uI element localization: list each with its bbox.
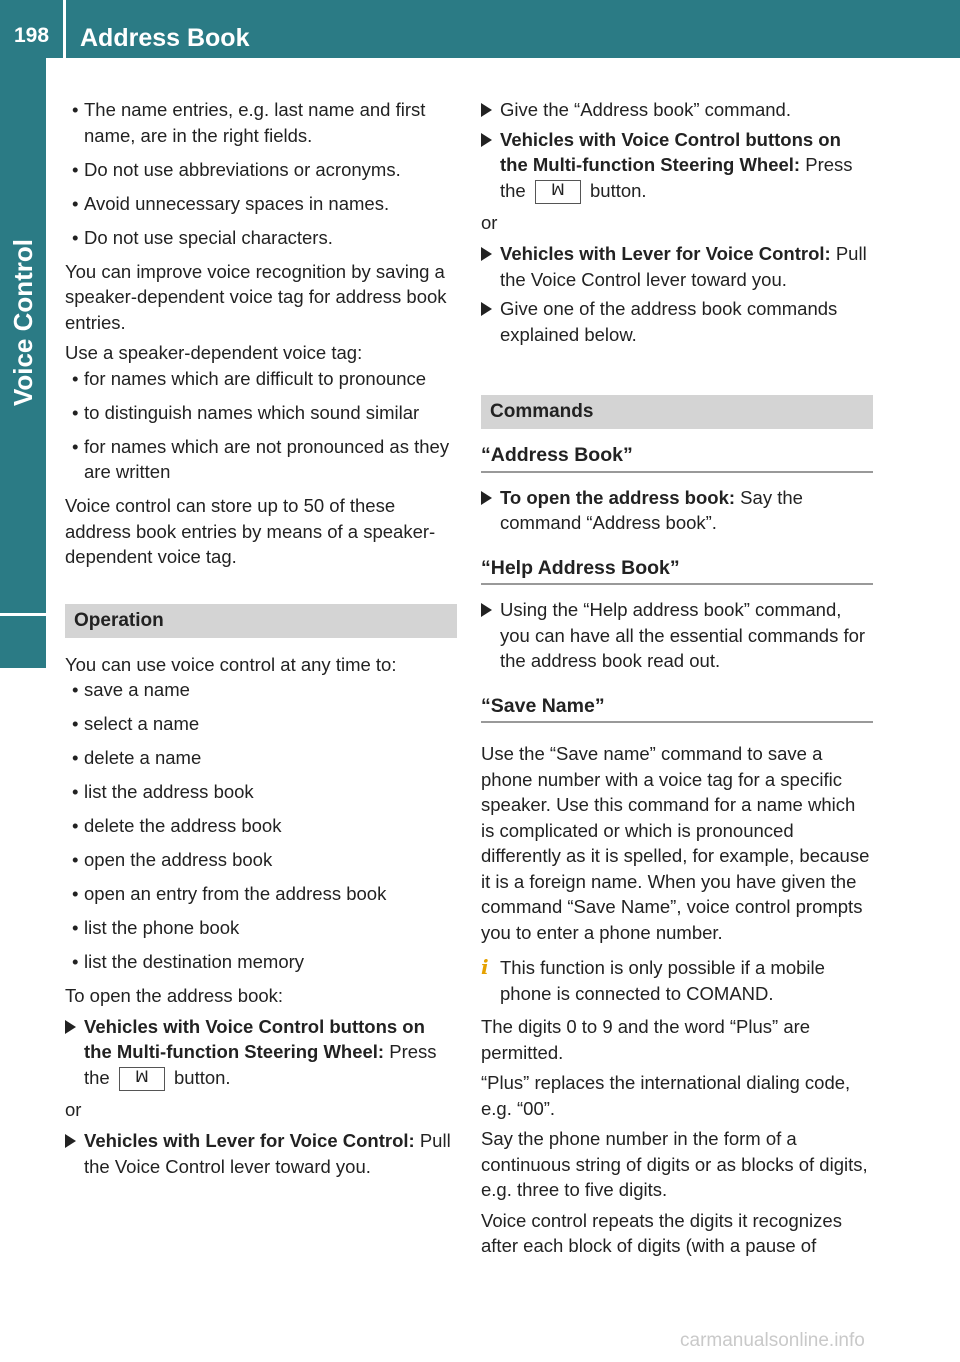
or-separator: or [65, 1098, 82, 1120]
page-header [0, 0, 960, 58]
command-heading: “Save Name” [481, 694, 873, 724]
or-separator: or [481, 211, 498, 233]
paragraph: You can use voice control at any time to: [65, 653, 397, 675]
command-heading: “Address Book” [481, 443, 873, 473]
page-title: Address Book [80, 24, 250, 52]
info-note: i This function is only possible if a mobile phone is connected to COMAND. [481, 955, 825, 1004]
voice-control-button-icon: ꟽ [535, 180, 581, 204]
header-divider [63, 0, 66, 58]
paragraph: Use a speaker-dependent voice tag: [65, 342, 363, 363]
paragraph: Voice control repeats the digits it recognizes after each block of digits (with a pause of [481, 1209, 842, 1257]
step-arrow-icon [481, 491, 492, 505]
instruction-step: Give the “Address book” command. [481, 97, 873, 123]
step-arrow-icon [65, 1020, 76, 1034]
voice-control-button-icon: ꟽ [119, 1067, 165, 1091]
paragraph: The digits 0 to 9 and the word “Plus” are permitted. [481, 1016, 811, 1063]
instruction-step: Using the “Help address book” command, you can have all the essential commands for the address book read out. [481, 597, 873, 674]
step-arrow-icon [481, 302, 492, 316]
list-item: • to distinguish names which sound similar [65, 400, 457, 426]
section-heading-operation: Operation [65, 604, 457, 638]
list-item: • save a name [65, 677, 457, 703]
paragraph: You can improve voice recognition by saving a speaker-dependent voice tag for address book entries. [65, 260, 447, 333]
list-item: • Do not use abbreviations or acronyms. [65, 157, 457, 183]
instruction-step: Vehicles with Lever for Voice Control: Pull the Voice Control lever toward you. [65, 1128, 457, 1179]
instruction-step: Vehicles with Voice Control buttons on the Multi-function Steering Wheel: Press the ꟽ button. [65, 1014, 457, 1091]
list-item: • delete the address book [65, 813, 457, 839]
step-arrow-icon [481, 247, 492, 261]
left-column [65, 97, 457, 1183]
paragraph: Voice control can store up to 50 of these address book entries by means of a speaker-dependent voice tag. [65, 495, 436, 567]
paragraph: Use the “Save name” command to save a phone number with a voice tag for a specific speaker. Use this command for a name which is complicated or which is pronounced differently as it is spelled, for example, because it is a foreign name. When you have given the command “Save Name”, voice control prompts you to enter a phone number. [481, 743, 870, 943]
list-item: • for names which are difficult to pronounce [65, 366, 457, 392]
step-arrow-icon [481, 103, 492, 117]
watermark: carmanualsonline.info [680, 1330, 865, 1351]
paragraph: To open the address book: [65, 985, 284, 1006]
list-item: • Avoid unnecessary spaces in names. [65, 191, 457, 217]
paragraph: Say the phone number in the form of a continuous string of digits or as blocks of digits, e.g. three to five digits. [481, 1128, 868, 1201]
paragraph: “Plus” replaces the international dialing code, e.g. “00”. [481, 1072, 851, 1119]
list-item: • select a name [65, 711, 457, 737]
step-arrow-icon [481, 603, 492, 617]
right-column [481, 97, 873, 1264]
list-item: • list the destination memory [65, 949, 457, 975]
list-item: • The name entries, e.g. last name and first name, are in the right fields. [65, 97, 457, 148]
instruction-step: Give one of the address book commands explained below. [481, 296, 873, 347]
instruction-step: Vehicles with Lever for Voice Control: Pull the Voice Control lever toward you. [481, 241, 873, 292]
step-arrow-icon [481, 133, 492, 147]
list-item: • Do not use special characters. [65, 225, 457, 251]
list-item: • open an entry from the address book [65, 881, 457, 907]
list-item: • delete a name [65, 745, 457, 771]
list-item: • open the address book [65, 847, 457, 873]
side-tab-label: Voice Control [8, 238, 38, 407]
page-number: 198 [14, 24, 50, 47]
side-tab-lower [0, 616, 46, 668]
list-item: • for names which are not pronounced as they are written [65, 434, 457, 485]
section-heading-commands: Commands [481, 395, 873, 429]
instruction-step: Vehicles with Voice Control buttons on the Multi-function Steering Wheel: Press the ꟽ button. [481, 127, 873, 204]
instruction-step: To open the address book: Say the command “Address book”. [481, 485, 873, 536]
command-heading: “Help Address Book” [481, 556, 873, 586]
list-item: • list the address book [65, 779, 457, 805]
step-arrow-icon [65, 1134, 76, 1148]
list-item: • list the phone book [65, 915, 457, 941]
info-icon: i [481, 955, 489, 980]
